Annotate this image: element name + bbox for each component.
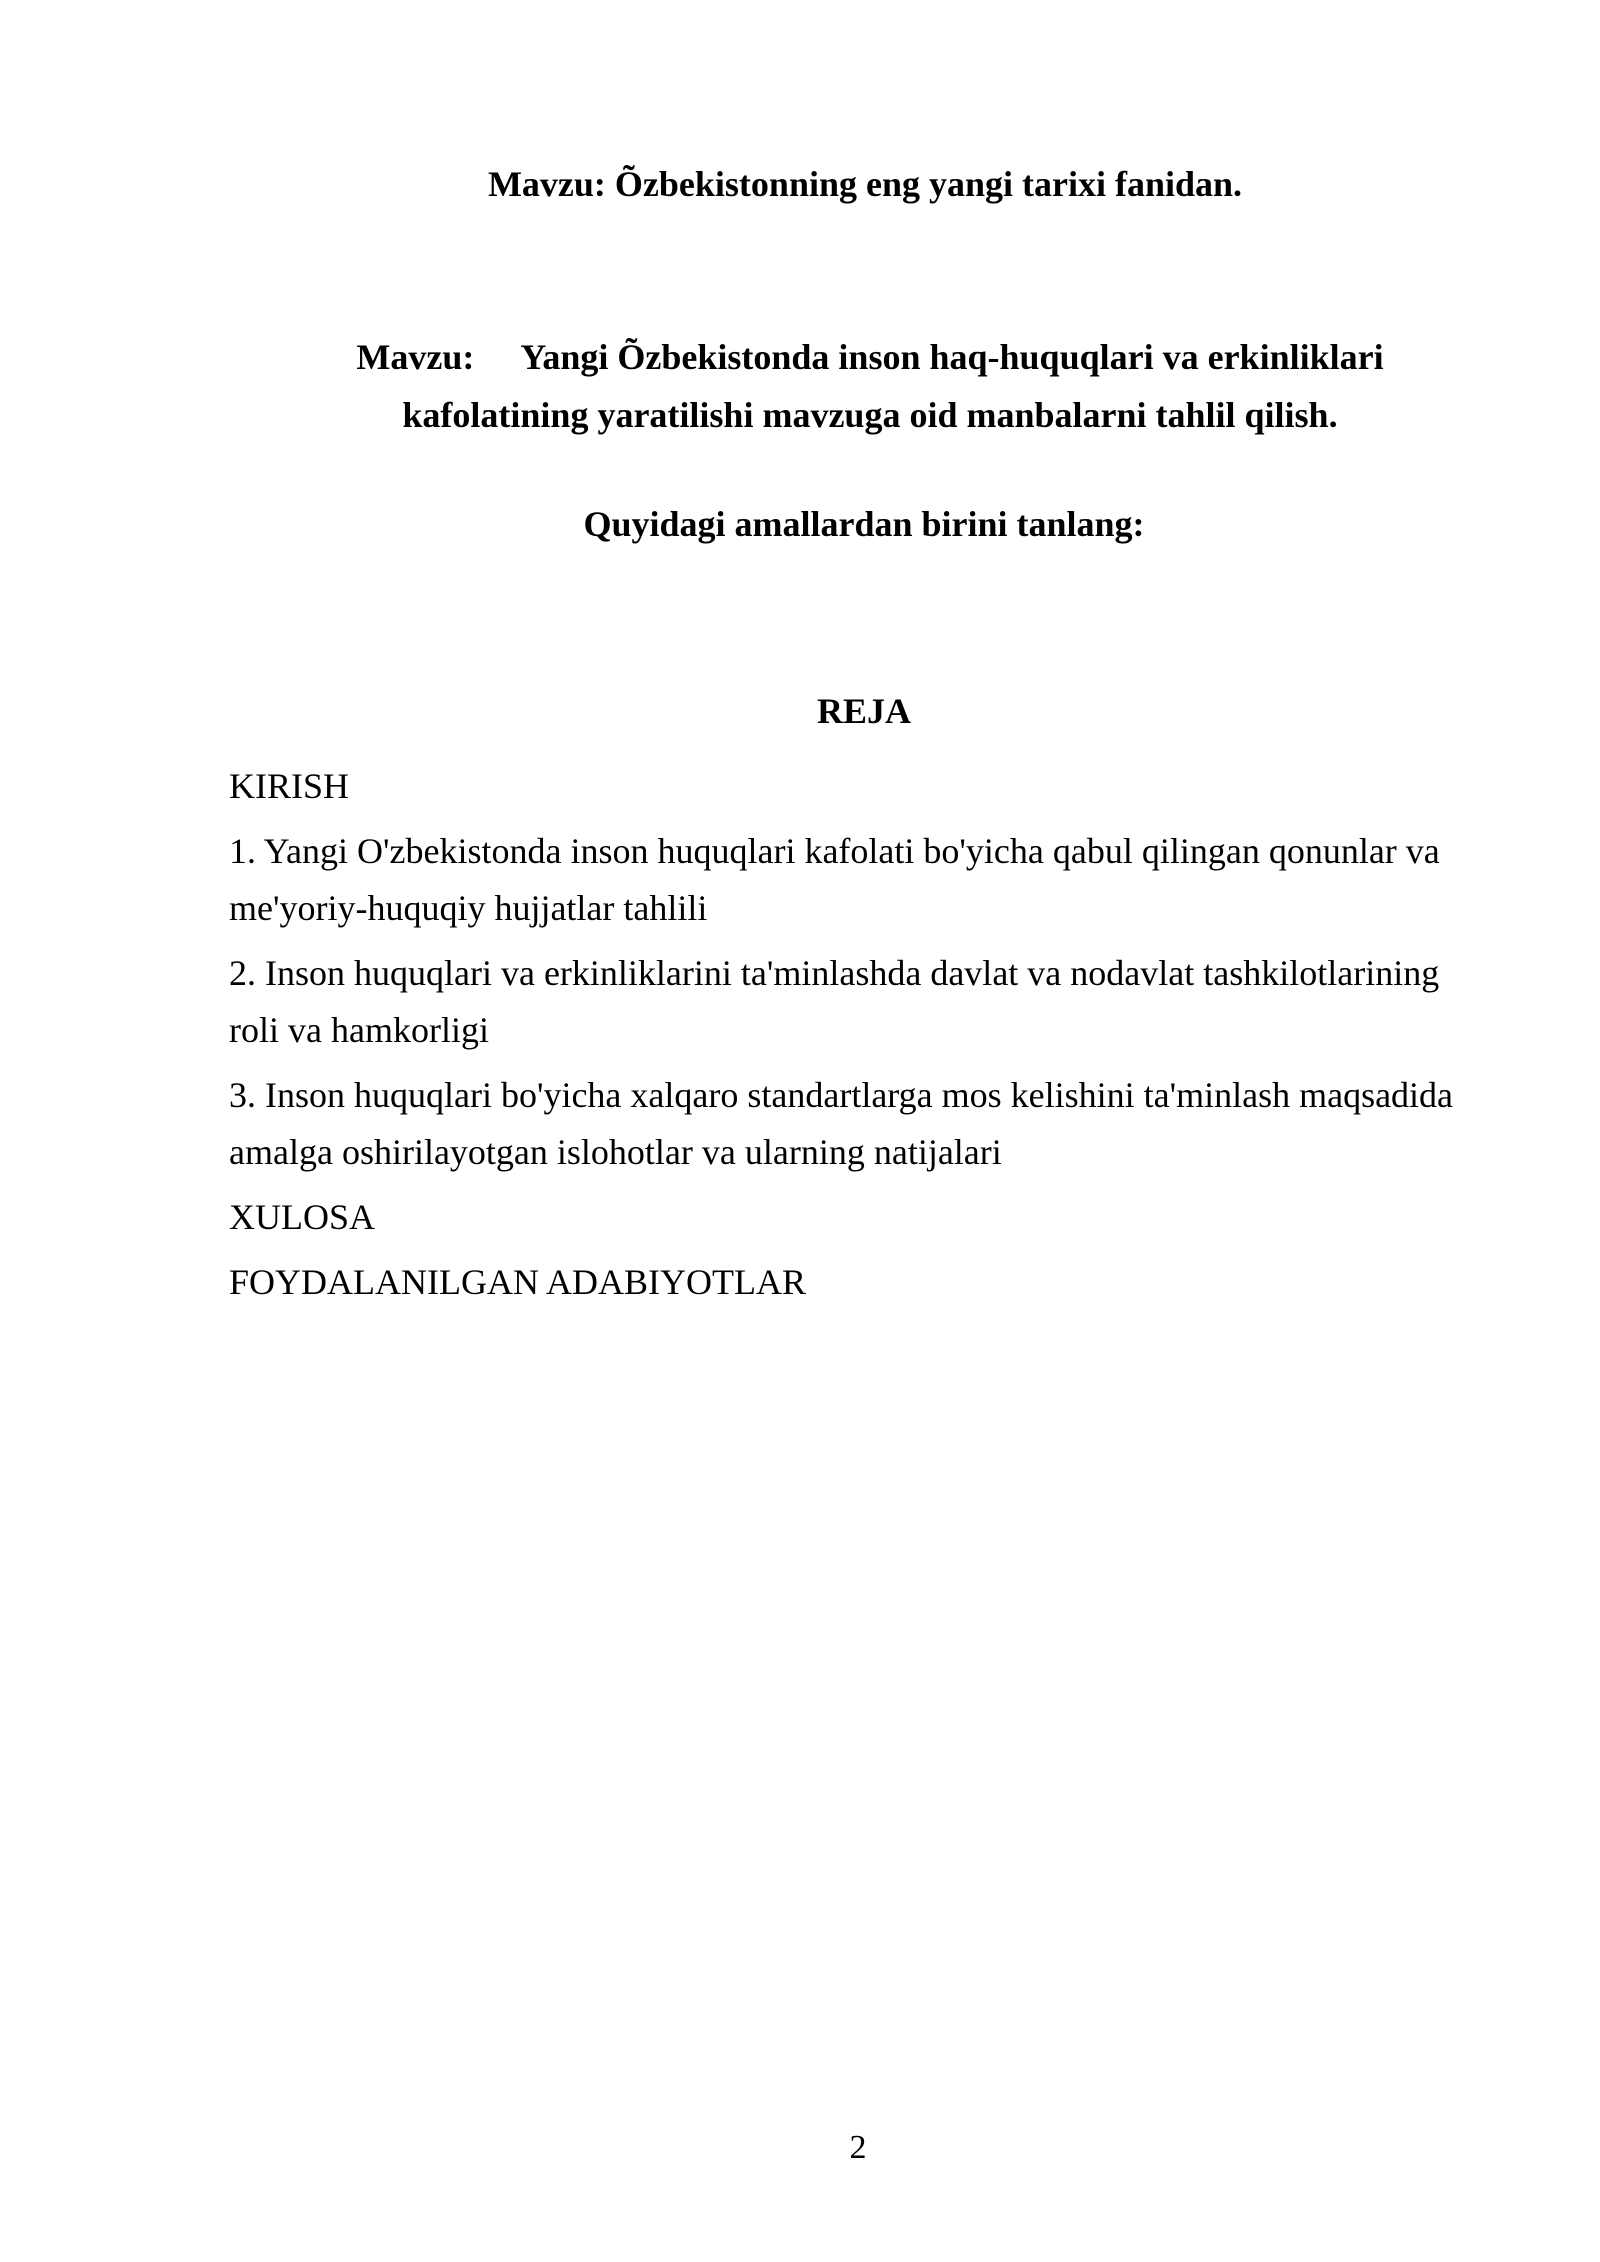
plan-item-2: 2. Inson huquqlari va erkinliklarini ta'minlashda davlat va nodavlat tashkilotlarining roli va hamkorligi: [229, 953, 1440, 1050]
page-number: 2: [849, 2129, 867, 2166]
plan-list: [229, 758, 1469, 1319]
plan-item-3: 3. Inson huquqlari bo'yicha xalqaro standartlarga mos kelishini ta'minlash maqsadida amalga oshirilayotgan islohotlar va ularning natijalari: [229, 1075, 1454, 1172]
topic-block: [290, 328, 1450, 444]
topic-label: Mavzu:: [356, 337, 475, 377]
subject-line: Mavzu: Õzbekistonning eng yangi tarixi fanidan.: [487, 164, 1243, 204]
topic-text: Yangi Õzbekistonda inson haq-huquqlari va erkinliklari kafolatining yaratilishi mavzuga oid manbalarni tahlil qilish.: [402, 337, 1384, 435]
plan-item-1: 1. Yangi O'zbekistonda inson huquqlari kafolati bo'yicha qabul qilingan qonunlar va me'yoriy-huquqiy hujjatlar tahlili: [229, 831, 1440, 928]
plan-item-references: FOYDALANILGAN ADABIYOTLAR: [229, 1262, 806, 1302]
instruction-text: Quyidagi amallardan birini tanlang:: [583, 504, 1145, 544]
plan-item-introduction: KIRISH: [229, 766, 350, 806]
plan-heading: REJA: [816, 691, 911, 731]
plan-item-conclusion: XULOSA: [229, 1197, 376, 1237]
